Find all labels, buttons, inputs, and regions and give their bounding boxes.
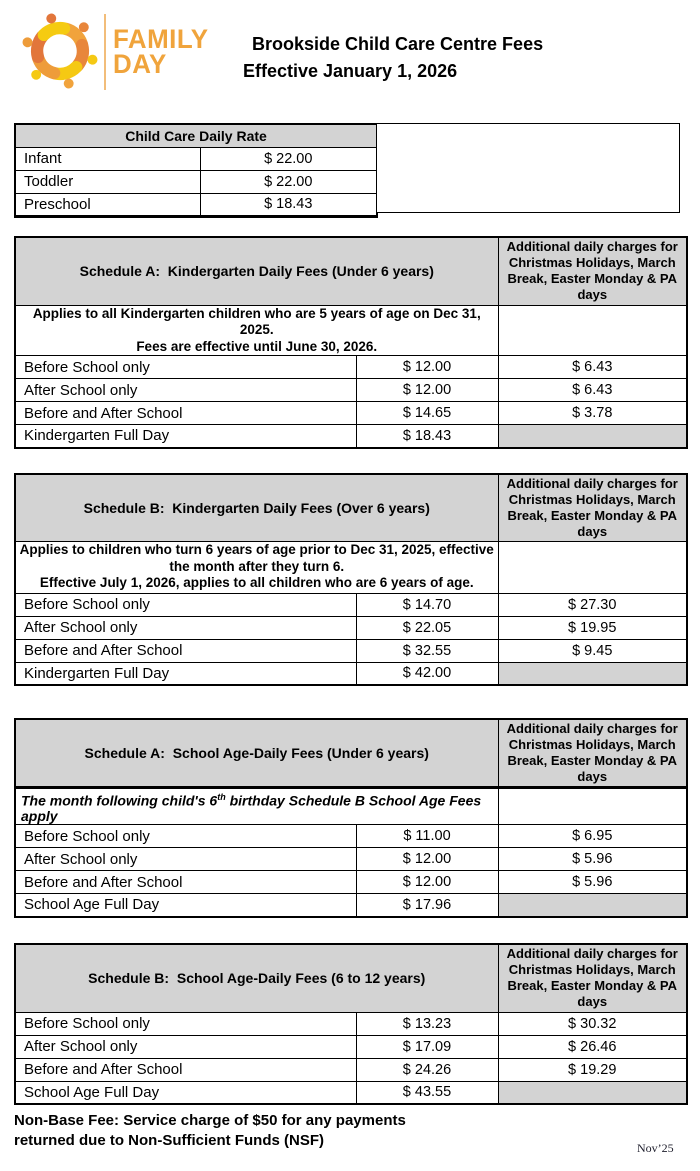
schedule-title-cell: Schedule A: Kindergarten Daily Fees (Under 6 years) <box>15 237 498 305</box>
nsf-fee-note <box>14 1111 406 1151</box>
daily-rate-header-cell: Child Care Daily Rate <box>15 124 377 147</box>
additional-fee-cell: $ 19.95 <box>498 616 687 639</box>
additional-fee-cell: $ 5.96 <box>498 848 687 871</box>
rate-cell: $ 22.00 <box>200 170 377 193</box>
page-title <box>243 31 543 85</box>
empty-cell <box>498 541 687 593</box>
additional-charges-header-cell: Additional daily charges for Christmas Holidays, March Break, Easter Monday & PA days <box>498 719 687 787</box>
row-label-cell: After School only <box>15 848 356 871</box>
note-text: birthday Schedule B School Age Fees apply <box>21 792 482 825</box>
row-label-cell: Before School only <box>15 825 356 848</box>
schedule-note-cell <box>15 305 498 356</box>
note-line: Fees are effective until June 30, 2026. <box>136 338 378 354</box>
note-line: the month after they turn 6. <box>169 558 345 574</box>
table-row <box>15 1081 687 1104</box>
row-label-cell: Before and After School <box>15 871 356 894</box>
row-label-cell: After School only <box>15 379 356 402</box>
shaded-empty-cell <box>498 1081 687 1104</box>
schedule-b-kindergarten-table <box>14 473 688 686</box>
table-row <box>15 825 687 848</box>
additional-fee-cell: $ 26.46 <box>498 1035 687 1058</box>
row-label-cell: Kindergarten Full Day <box>15 662 356 685</box>
note-text: The month following child's 6 <box>21 792 218 809</box>
empty-cell <box>498 787 687 825</box>
additional-fee-cell: $ 6.95 <box>498 825 687 848</box>
table-row <box>15 616 687 639</box>
logo-divider <box>104 14 106 90</box>
empty-cell <box>498 305 687 356</box>
note-line: Effective July 1, 2026, applies to all children who are 6 years of age. <box>39 575 474 591</box>
row-label-cell: Before School only <box>15 1012 356 1035</box>
schedule-a-school-age-table <box>14 718 688 918</box>
table-row <box>15 662 687 685</box>
additional-fee-cell: $ 27.30 <box>498 593 687 616</box>
table-row <box>15 402 687 425</box>
table-row <box>15 425 687 448</box>
additional-fee-cell: $ 3.78 <box>498 402 687 425</box>
note-row <box>15 541 687 593</box>
fee-cell: $ 14.65 <box>356 402 498 425</box>
shaded-empty-cell <box>498 425 687 448</box>
additional-fee-cell: $ 19.29 <box>498 1058 687 1081</box>
table-row <box>15 147 377 170</box>
wordmark-line2: DAY <box>113 49 167 79</box>
note-row <box>15 787 687 825</box>
fee-cell: $ 24.26 <box>356 1058 498 1081</box>
note-line: Applies to all Kindergarten children who are 5 years of age on Dec 31, 2025. <box>32 305 481 337</box>
table-row <box>15 894 687 917</box>
fee-cell: $ 17.09 <box>356 1035 498 1058</box>
fee-cell: $ 42.00 <box>356 662 498 685</box>
row-label-cell: After School only <box>15 616 356 639</box>
table-row <box>15 1012 687 1035</box>
row-label-cell: Before and After School <box>15 639 356 662</box>
family-day-wordmark <box>113 24 209 79</box>
row-label-cell: Before School only <box>15 356 356 379</box>
table-header-row <box>15 237 687 305</box>
table-header-row <box>15 124 377 147</box>
schedule-note-cell <box>15 541 498 593</box>
rate-cell: $ 18.43 <box>200 193 377 216</box>
row-label-cell: Kindergarten Full Day <box>15 425 356 448</box>
fee-cell: $ 12.00 <box>356 871 498 894</box>
table-row <box>15 871 687 894</box>
row-label-cell: After School only <box>15 1035 356 1058</box>
wordmark-line1: FAMILY <box>113 24 209 54</box>
page-title-line2: Effective January 1, 2026 <box>243 61 458 81</box>
schedule-title-cell: Schedule B: School Age-Daily Fees (6 to 12 years) <box>15 944 498 1012</box>
shaded-empty-cell <box>498 894 687 917</box>
document-version: Nov’25 <box>637 1141 674 1155</box>
fee-cell: $ 43.55 <box>356 1081 498 1104</box>
table-header-row <box>15 474 687 541</box>
row-label-cell: School Age Full Day <box>15 1081 356 1104</box>
additional-charges-header-cell: Additional daily charges for Christmas Holidays, March Break, Easter Monday & PA days <box>498 474 687 541</box>
rate-cell: $ 22.00 <box>200 147 377 170</box>
table-row <box>15 848 687 871</box>
schedule-a-kindergarten-table <box>14 236 688 449</box>
schedule-note-cell <box>15 787 498 825</box>
table-header-row <box>15 944 687 1012</box>
additional-fee-cell: $ 9.45 <box>498 639 687 662</box>
table-row <box>15 1058 687 1081</box>
family-day-logo <box>20 10 100 97</box>
table-row <box>15 593 687 616</box>
table-row <box>15 193 377 216</box>
table-header-row <box>15 719 687 787</box>
schedule-title-cell: Schedule A: School Age-Daily Fees (Under 6 years) <box>15 719 498 787</box>
table-row <box>15 356 687 379</box>
page-title-line1: Brookside Child Care Centre Fees <box>252 34 544 54</box>
fee-cell: $ 12.00 <box>356 848 498 871</box>
row-label-cell: Infant <box>15 147 200 170</box>
row-label-cell: Before and After School <box>15 1058 356 1081</box>
empty-side-cell <box>376 123 680 213</box>
fee-cell: $ 12.00 <box>356 379 498 402</box>
additional-fee-cell: $ 30.32 <box>498 1012 687 1035</box>
additional-charges-header-cell: Additional daily charges for Christmas Holidays, March Break, Easter Monday & PA days <box>498 237 687 305</box>
fee-cell: $ 12.00 <box>356 356 498 379</box>
fee-cell: $ 18.43 <box>356 425 498 448</box>
schedule-b-school-age-table <box>14 943 688 1105</box>
note-row <box>15 305 687 356</box>
note-superscript: th <box>217 791 226 802</box>
schedule-title-cell: Schedule B: Kindergarten Daily Fees (Over 6 years) <box>15 474 498 541</box>
table-row <box>15 639 687 662</box>
fee-cell: $ 32.55 <box>356 639 498 662</box>
additional-charges-header-cell: Additional daily charges for Christmas Holidays, March Break, Easter Monday & PA days <box>498 944 687 1012</box>
additional-fee-cell: $ 6.43 <box>498 356 687 379</box>
row-label-cell: School Age Full Day <box>15 894 356 917</box>
nsf-fee-note-line1: Non-Base Fee: Service charge of $50 for any payments <box>14 1112 406 1129</box>
row-label-cell: Before and After School <box>15 402 356 425</box>
fee-cell: $ 22.05 <box>356 616 498 639</box>
nsf-fee-note-line2: returned due to Non-Sufficient Funds (NSF) <box>14 1132 324 1149</box>
fee-cell: $ 17.96 <box>356 894 498 917</box>
table-row <box>15 170 377 193</box>
fee-cell: $ 14.70 <box>356 593 498 616</box>
fee-cell: $ 11.00 <box>356 825 498 848</box>
shaded-empty-cell <box>498 662 687 685</box>
additional-fee-cell: $ 5.96 <box>498 871 687 894</box>
row-label-cell: Preschool <box>15 193 200 216</box>
additional-fee-cell: $ 6.43 <box>498 379 687 402</box>
table-row <box>15 379 687 402</box>
row-label-cell: Toddler <box>15 170 200 193</box>
child-care-daily-rate-table <box>14 123 378 218</box>
family-day-pinwheel-icon <box>20 10 100 92</box>
row-label-cell: Before School only <box>15 593 356 616</box>
table-row <box>15 1035 687 1058</box>
note-line: Applies to children who turn 6 years of age prior to Dec 31, 2025, effective <box>19 542 494 558</box>
fee-cell: $ 13.23 <box>356 1012 498 1035</box>
